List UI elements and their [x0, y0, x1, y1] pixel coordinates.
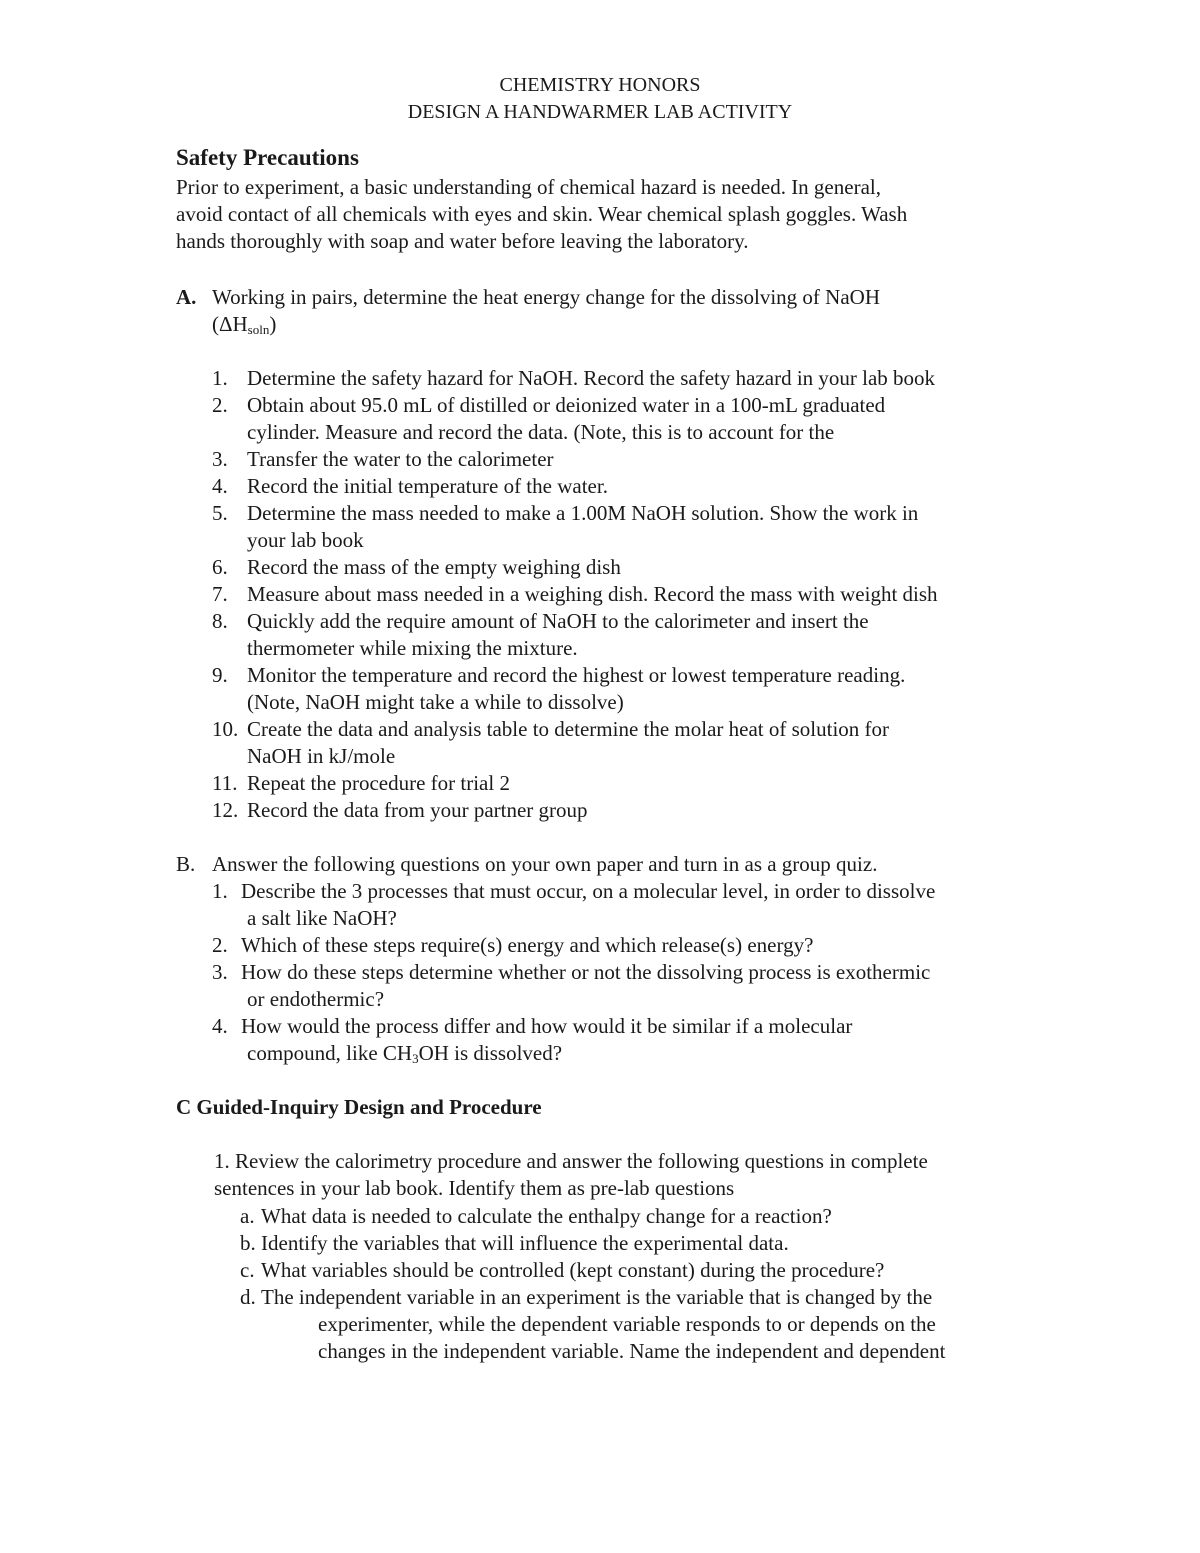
question-number: 4.	[212, 1014, 228, 1038]
part-b-letter: B.	[176, 852, 196, 876]
step-text: Quickly add the require amount of NaOH to the calorimeter and insert the	[247, 609, 869, 633]
step-number: 1.	[212, 366, 228, 390]
subitem-text: Identify the variables that will influence the experimental data.	[261, 1231, 789, 1255]
step-text: Obtain about 95.0 mL of distilled or deionized water in a 100-mL graduated	[247, 393, 886, 417]
subitem-text: What data is needed to calculate the enthalpy change for a reaction?	[261, 1204, 832, 1228]
question-text: or endothermic?	[247, 987, 385, 1011]
question-text: a salt like NaOH?	[247, 906, 397, 930]
step-text: thermometer while mixing the mixture.	[247, 636, 578, 660]
step-text: Record the mass of the empty weighing dish	[247, 555, 621, 579]
question-number: 2.	[212, 933, 228, 957]
question-number: 1.	[212, 879, 228, 903]
safety-heading: Safety Precautions	[176, 145, 359, 170]
safety-text-line: Prior to experiment, a basic understanding of chemical hazard is needed. In general,	[176, 175, 881, 199]
step-text: Determine the safety hazard for NaOH. Record the safety hazard in your lab book	[247, 366, 936, 390]
part-c-item-text: 1. Review the calorimetry procedure and answer the following questions in complete	[214, 1149, 928, 1173]
step-text: Transfer the water to the calorimeter	[247, 447, 554, 471]
safety-text-line: hands thoroughly with soap and water before leaving the laboratory.	[176, 229, 749, 253]
part-c-item-text: sentences in your lab book. Identify them as pre-lab questions	[214, 1176, 735, 1200]
part-a-intro-formula: $(\Delta H_{soln})$	[212, 312, 277, 337]
subitem-label: c.	[240, 1258, 255, 1282]
step-number: 3.	[212, 447, 228, 471]
step-text: Determine the mass needed to make a 1.00M NaOH solution. Show the work in	[247, 501, 919, 525]
step-text: Record the data from your partner group	[247, 798, 588, 822]
step-number: 10.	[212, 717, 239, 741]
part-a-letter: A.	[176, 285, 197, 309]
step-number: 7.	[212, 582, 228, 606]
question-text: How do these steps determine whether or not the dissolving process is exothermic	[241, 960, 931, 984]
step-text: (Note, NaOH might take a while to dissolve)	[247, 690, 624, 714]
question-text: How would the process differ and how would it be similar if a molecular	[241, 1014, 853, 1038]
step-text: Repeat the procedure for trial 2	[247, 771, 510, 795]
part-c-heading: C Guided-Inquiry Design and Procedure	[176, 1095, 542, 1119]
subitem-label: b.	[240, 1231, 256, 1255]
part-b-intro: Answer the following questions on your own paper and turn in as a group quiz.	[212, 852, 878, 876]
step-number: 5.	[212, 501, 228, 525]
question-number: 3.	[212, 960, 228, 984]
step-text: cylinder. Measure and record the data. (Note, this is to account for the	[247, 420, 835, 444]
question-text-formula: compound, like $CH_3OH$ is dissolved?	[247, 1041, 563, 1066]
step-number: 2.	[212, 393, 228, 417]
subitem-text: What variables should be controlled (kept constant) during the procedure?	[261, 1258, 885, 1282]
subitem-text: The independent variable in an experiment is the variable that is changed by the	[261, 1285, 933, 1309]
step-text: Measure about mass needed in a weighing dish. Record the mass with weight dish	[247, 582, 938, 606]
step-number: 9.	[212, 663, 228, 687]
safety-text-line: avoid contact of all chemicals with eyes and skin. Wear chemical splash goggles. Wash	[176, 202, 908, 226]
step-text: your lab book	[247, 528, 364, 552]
step-text: Create the data and analysis table to determine the molar heat of solution for	[247, 717, 890, 741]
question-text: Which of these steps require(s) energy and which release(s) energy?	[241, 933, 814, 957]
step-text: Monitor the temperature and record the highest or lowest temperature reading.	[247, 663, 906, 687]
step-number: 11.	[212, 771, 238, 795]
subitem-text: experimenter, while the dependent variable responds to or depends on the	[318, 1312, 936, 1336]
part-a-intro: Working in pairs, determine the heat energy change for the dissolving of NaOH	[212, 285, 880, 309]
step-number: 6.	[212, 555, 228, 579]
subitem-text: changes in the independent variable. Name the independent and dependent	[318, 1339, 946, 1363]
subitem-label: d.	[240, 1285, 256, 1309]
step-number: 8.	[212, 609, 228, 633]
step-text: Record the initial temperature of the water.	[247, 474, 608, 498]
lab-title: DESIGN A HANDWARMER LAB ACTIVITY	[407, 101, 793, 123]
step-number: 12.	[212, 798, 239, 822]
question-text: Describe the 3 processes that must occur, on a molecular level, in order to dissolve	[241, 879, 936, 903]
subitem-label: a.	[240, 1204, 255, 1228]
step-number: 4.	[212, 474, 228, 498]
step-text: NaOH in kJ/mole	[247, 744, 396, 768]
course-title: CHEMISTRY HONORS	[499, 74, 701, 96]
